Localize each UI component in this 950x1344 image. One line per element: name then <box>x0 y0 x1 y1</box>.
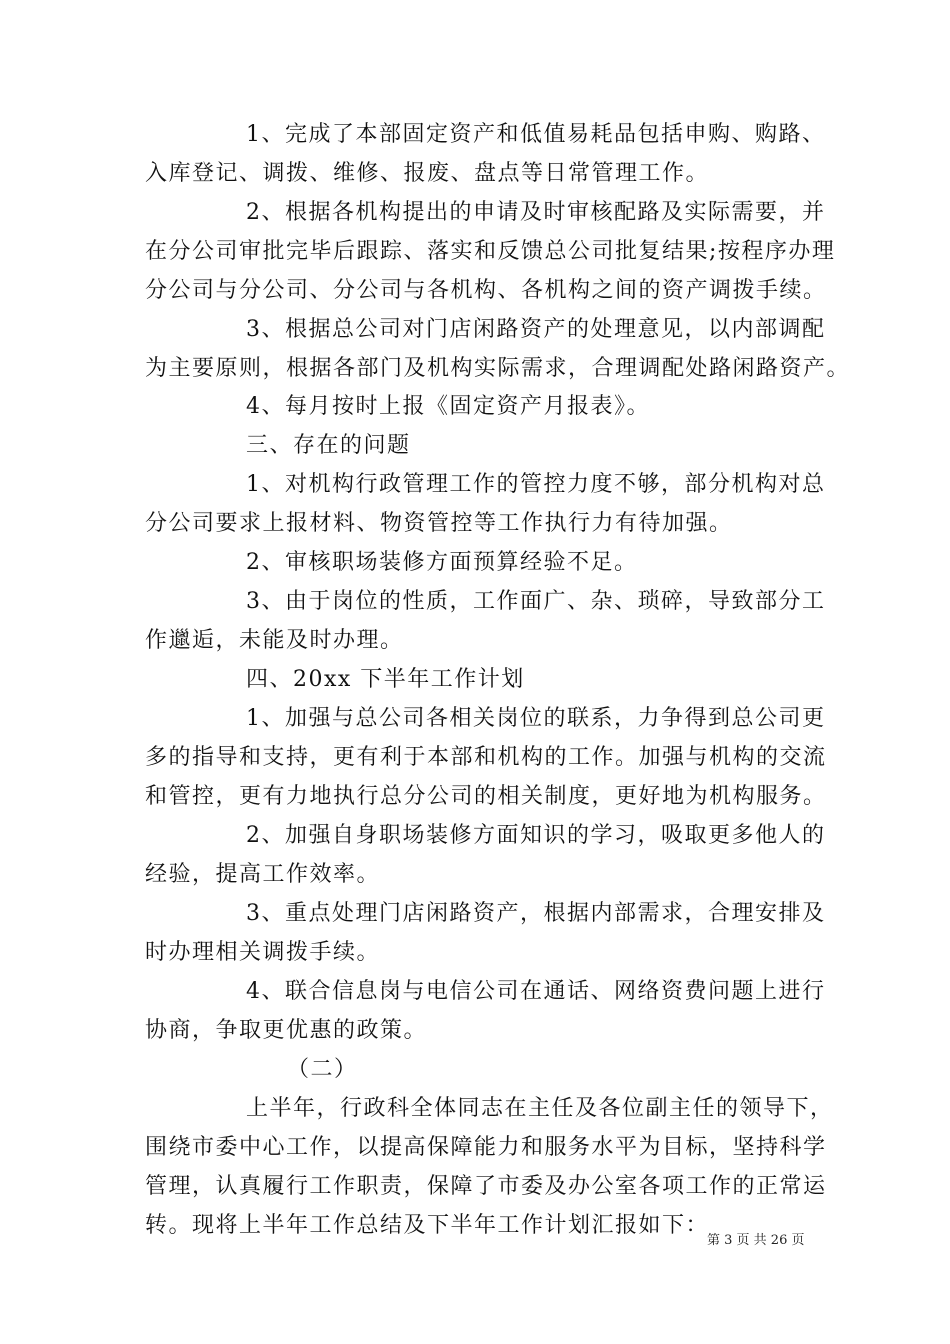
text-line: 上半年，行政科全体同志在主任及各位副主任的领导下， <box>246 1096 834 1121</box>
text-line: 作邋逅，未能及时办理。 <box>145 628 404 653</box>
text-line: 3、由于岗位的性质，工作面广、杂、琐碎，导致部分工 <box>246 589 826 614</box>
text-line: 分公司要求上报材料、物资管控等工作执行力有待加强。 <box>145 511 733 536</box>
text-line: 和管控，更有力地执行总分公司的相关制度，更好地为机构服务。 <box>145 784 827 809</box>
text-line: 3、根据总公司对门店闲路资产的处理意见，以内部调配 <box>246 317 826 342</box>
text-line: 2、加强自身职场装修方面知识的学习，吸取更多他人的 <box>246 823 826 848</box>
section-heading: 三、存在的问题 <box>246 433 411 458</box>
text-line: 4、每月按时上报《固定资产月报表》。 <box>246 394 650 419</box>
text-line: 管理，认真履行工作职责，保障了市委及办公室各项工作的正常运 <box>145 1174 827 1199</box>
text-line: 2、根据各机构提出的申请及时审核配路及实际需要，并 <box>246 200 826 225</box>
section-heading: （二） <box>287 1057 358 1082</box>
text-line: 3、重点处理门店闲路资产，根据内部需求，合理安排及 <box>246 901 826 926</box>
text-line: 分公司与分公司、分公司与各机构、各机构之间的资产调拨手续。 <box>145 278 827 303</box>
text-line: 为主要原则，根据各部门及机构实际需求，合理调配处路闲路资产。 <box>145 356 851 381</box>
text-line: 多的指导和支持，更有利于本部和机构的工作。加强与机构的交流 <box>145 745 827 770</box>
text-line: 时办理相关调拨手续。 <box>145 940 381 965</box>
text-line: 1、完成了本部固定资产和低值易耗品包括申购、购路、 <box>246 122 826 147</box>
text-line: 协商，争取更优惠的政策。 <box>145 1018 428 1043</box>
page-number: 第 3 页 共 26 页 <box>707 1233 805 1248</box>
text-line: 4、联合信息岗与电信公司在通话、网络资费问题上进行 <box>246 979 826 1004</box>
text-line: 2、审核职场装修方面预算经验不足。 <box>246 550 638 575</box>
text-line: 1、加强与总公司各相关岗位的联系，力争得到总公司更 <box>246 706 826 731</box>
text-line: 经验，提高工作效率。 <box>145 862 381 887</box>
text-line: 在分公司审批完毕后跟踪、落实和反馈总公司批复结果;按程序办理 <box>145 239 836 264</box>
text-line: 入库登记、调拨、维修、报废、盘点等日常管理工作。 <box>145 161 710 186</box>
section-heading: 四、20xx 下半年工作计划 <box>246 667 525 692</box>
text-line: 1、对机构行政管理工作的管控力度不够，部分机构对总 <box>246 472 826 497</box>
text-line: 围绕市委中心工作，以提高保障能力和服务水平为目标，坚持科学 <box>145 1135 827 1160</box>
text-line: 转。现将上半年工作总结及下半年工作计划汇报如下： <box>145 1213 710 1238</box>
